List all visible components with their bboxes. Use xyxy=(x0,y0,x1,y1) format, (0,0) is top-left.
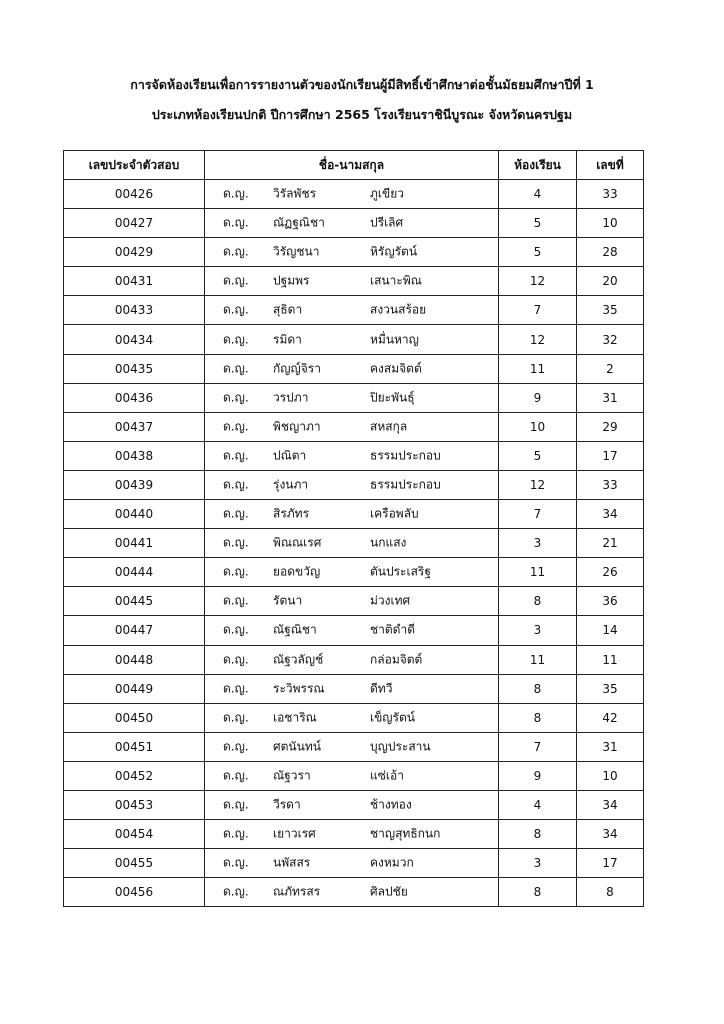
full-name-cell xyxy=(205,296,499,325)
exam-id-cell: 00451 xyxy=(64,732,205,761)
last-name: ภูเขียว xyxy=(370,186,404,201)
classroom-cell: 9 xyxy=(499,761,577,790)
classroom-cell: 4 xyxy=(499,790,577,819)
first-name: ยอดขวัญ xyxy=(273,564,321,579)
seat-number-cell: 20 xyxy=(577,267,644,296)
seat-number-cell: 11 xyxy=(577,645,644,674)
table-row xyxy=(64,529,644,558)
table-row xyxy=(64,761,644,790)
name-prefix: ด.ญ. xyxy=(223,826,249,841)
first-name: วีรดา xyxy=(273,797,301,812)
classroom-cell: 8 xyxy=(499,820,577,849)
first-name: ระวิพรรณ xyxy=(273,681,325,696)
first-name: นพัสสร xyxy=(273,855,311,870)
classroom-cell: 12 xyxy=(499,470,577,499)
table-row xyxy=(64,209,644,238)
classroom-cell: 3 xyxy=(499,529,577,558)
last-name: กล่อมจิตต์ xyxy=(370,652,423,667)
full-name-cell xyxy=(205,441,499,470)
seat-number-cell: 35 xyxy=(577,674,644,703)
classroom-cell: 7 xyxy=(499,732,577,761)
classroom-cell: 7 xyxy=(499,500,577,529)
first-name: รุ่งนภา xyxy=(273,477,309,492)
first-name: ปณิตา xyxy=(273,448,307,463)
classroom-cell: 3 xyxy=(499,849,577,878)
last-name: เครือพลับ xyxy=(370,506,419,521)
full-name-cell xyxy=(205,849,499,878)
table-header-row xyxy=(64,151,644,180)
full-name-cell xyxy=(205,470,499,499)
last-name: ดีทวี xyxy=(370,681,393,696)
full-name-cell xyxy=(205,180,499,209)
full-name-cell xyxy=(205,325,499,354)
first-name: รมิดา xyxy=(273,332,302,347)
classroom-cell: 12 xyxy=(499,325,577,354)
first-name: กัญญ์จิรา xyxy=(273,361,321,376)
classroom-cell: 5 xyxy=(499,238,577,267)
full-name-cell xyxy=(205,558,499,587)
full-name-cell xyxy=(205,674,499,703)
full-name-cell xyxy=(205,587,499,616)
name-prefix: ด.ญ. xyxy=(223,477,249,492)
name-prefix: ด.ญ. xyxy=(223,622,249,637)
name-prefix: ด.ญ. xyxy=(223,710,249,725)
table-row xyxy=(64,180,644,209)
name-prefix: ด.ญ. xyxy=(223,593,249,608)
table-row xyxy=(64,354,644,383)
name-prefix: ด.ญ. xyxy=(223,332,249,347)
first-name: รัตนา xyxy=(273,593,303,608)
header-classroom: ห้องเรียน xyxy=(499,151,577,180)
full-name-cell xyxy=(205,732,499,761)
exam-id-cell: 00434 xyxy=(64,325,205,354)
seat-number-cell: 21 xyxy=(577,529,644,558)
full-name-cell xyxy=(205,354,499,383)
full-name-cell xyxy=(205,209,499,238)
last-name: ชาติดำดี xyxy=(370,622,415,637)
exam-id-cell: 00439 xyxy=(64,470,205,499)
classroom-cell: 11 xyxy=(499,354,577,383)
seat-number-cell: 42 xyxy=(577,703,644,732)
classroom-cell: 8 xyxy=(499,703,577,732)
name-prefix: ด.ญ. xyxy=(223,768,249,783)
first-name: ณัฐณิชา xyxy=(273,622,317,637)
title-line-1: การจัดห้องเรียนเพื่อการรายงานตัวของนักเรียนผู้มีสิทธิ์เข้าศึกษาต่อชั้นมัธยมศึกษาปีที่ 1 xyxy=(130,77,594,92)
last-name: ธรรมประกอบ xyxy=(370,477,441,492)
last-name: เสนาะพิณ xyxy=(370,273,422,288)
last-name: คงหมวก xyxy=(370,855,414,870)
name-prefix: ด.ญ. xyxy=(223,361,249,376)
name-prefix: ด.ญ. xyxy=(223,739,249,754)
table-row xyxy=(64,820,644,849)
name-prefix: ด.ญ. xyxy=(223,855,249,870)
name-prefix: ด.ญ. xyxy=(223,564,249,579)
name-prefix: ด.ญ. xyxy=(223,186,249,201)
name-prefix: ด.ญ. xyxy=(223,273,249,288)
first-name: ณัฏฐณิชา xyxy=(273,215,325,230)
seat-number-cell: 26 xyxy=(577,558,644,587)
first-name: พิณณเรศ xyxy=(273,535,322,550)
table-body xyxy=(64,180,644,907)
exam-id-cell: 00453 xyxy=(64,790,205,819)
exam-id-cell: 00455 xyxy=(64,849,205,878)
last-name: คงสมจิตต์ xyxy=(370,361,422,376)
name-prefix: ด.ญ. xyxy=(223,302,249,317)
table-row xyxy=(64,412,644,441)
first-name: พิชญาภา xyxy=(273,419,321,434)
last-name: นกแสง xyxy=(370,535,407,550)
header-full-name: ชื่อ-นามสกุล xyxy=(205,151,499,180)
seat-number-cell: 10 xyxy=(577,761,644,790)
seat-number-cell: 31 xyxy=(577,732,644,761)
first-name: ณภัทรสร xyxy=(273,884,321,899)
name-prefix: ด.ญ. xyxy=(223,535,249,550)
table-row xyxy=(64,645,644,674)
exam-id-cell: 00429 xyxy=(64,238,205,267)
full-name-cell xyxy=(205,703,499,732)
name-prefix: ด.ญ. xyxy=(223,244,249,259)
table-row xyxy=(64,267,644,296)
last-name: ตันประเสริฐ xyxy=(370,564,431,579)
table-row xyxy=(64,296,644,325)
name-prefix: ด.ญ. xyxy=(223,652,249,667)
full-name-cell xyxy=(205,500,499,529)
name-prefix: ด.ญ. xyxy=(223,419,249,434)
seat-number-cell: 32 xyxy=(577,325,644,354)
exam-id-cell: 00456 xyxy=(64,878,205,907)
exam-id-cell: 00431 xyxy=(64,267,205,296)
first-name: สุธิดา xyxy=(273,302,303,317)
first-name: วิรัลพัชร xyxy=(273,186,317,201)
exam-id-cell: 00445 xyxy=(64,587,205,616)
name-prefix: ด.ญ. xyxy=(223,797,249,812)
classroom-cell: 11 xyxy=(499,645,577,674)
table-row xyxy=(64,325,644,354)
last-name: บุญประสาน xyxy=(370,739,431,754)
last-name: ปรีเลิศ xyxy=(370,215,404,230)
last-name: ม่วงเทศ xyxy=(370,593,411,608)
last-name: ศิลปชัย xyxy=(370,884,408,899)
exam-id-cell: 00444 xyxy=(64,558,205,587)
table-row xyxy=(64,732,644,761)
full-name-cell xyxy=(205,238,499,267)
table-row xyxy=(64,470,644,499)
student-roster-table xyxy=(63,150,644,907)
last-name: ชาญสุทธิกนก xyxy=(370,826,441,841)
classroom-cell: 7 xyxy=(499,296,577,325)
name-prefix: ด.ญ. xyxy=(223,884,249,899)
exam-id-cell: 00449 xyxy=(64,674,205,703)
exam-id-cell: 00448 xyxy=(64,645,205,674)
seat-number-cell: 17 xyxy=(577,441,644,470)
last-name: สหสกุล xyxy=(370,419,408,434)
full-name-cell xyxy=(205,616,499,645)
seat-number-cell: 33 xyxy=(577,470,644,499)
first-name: ศตนันทน์ xyxy=(273,739,321,754)
full-name-cell xyxy=(205,878,499,907)
document-title xyxy=(0,70,724,130)
first-name: สิรภัทร xyxy=(273,506,310,521)
seat-number-cell: 8 xyxy=(577,878,644,907)
seat-number-cell: 29 xyxy=(577,412,644,441)
seat-number-cell: 33 xyxy=(577,180,644,209)
classroom-cell: 3 xyxy=(499,616,577,645)
full-name-cell xyxy=(205,761,499,790)
name-prefix: ด.ญ. xyxy=(223,681,249,696)
seat-number-cell: 34 xyxy=(577,790,644,819)
seat-number-cell: 34 xyxy=(577,820,644,849)
name-prefix: ด.ญ. xyxy=(223,448,249,463)
name-prefix: ด.ญ. xyxy=(223,506,249,521)
full-name-cell xyxy=(205,412,499,441)
seat-number-cell: 17 xyxy=(577,849,644,878)
last-name: ธรรมประกอบ xyxy=(370,448,441,463)
classroom-cell: 12 xyxy=(499,267,577,296)
full-name-cell xyxy=(205,529,499,558)
first-name: เอชาริณ xyxy=(273,710,317,725)
exam-id-cell: 00438 xyxy=(64,441,205,470)
seat-number-cell: 31 xyxy=(577,383,644,412)
classroom-cell: 8 xyxy=(499,878,577,907)
classroom-cell: 5 xyxy=(499,209,577,238)
exam-id-cell: 00435 xyxy=(64,354,205,383)
classroom-cell: 8 xyxy=(499,587,577,616)
exam-id-cell: 00436 xyxy=(64,383,205,412)
full-name-cell xyxy=(205,267,499,296)
table-row xyxy=(64,238,644,267)
full-name-cell xyxy=(205,820,499,849)
table-row xyxy=(64,674,644,703)
exam-id-cell: 00437 xyxy=(64,412,205,441)
last-name: แซ่เอ้า xyxy=(370,768,404,783)
table-row xyxy=(64,790,644,819)
exam-id-cell: 00450 xyxy=(64,703,205,732)
table-row xyxy=(64,849,644,878)
table-row xyxy=(64,587,644,616)
table-row xyxy=(64,878,644,907)
full-name-cell xyxy=(205,645,499,674)
last-name: สงวนสร้อย xyxy=(370,302,427,317)
name-prefix: ด.ญ. xyxy=(223,390,249,405)
seat-number-cell: 36 xyxy=(577,587,644,616)
first-name: ณัฐวรา xyxy=(273,768,311,783)
full-name-cell xyxy=(205,790,499,819)
exam-id-cell: 00433 xyxy=(64,296,205,325)
name-prefix: ด.ญ. xyxy=(223,215,249,230)
exam-id-cell: 00447 xyxy=(64,616,205,645)
classroom-cell: 4 xyxy=(499,180,577,209)
seat-number-cell: 2 xyxy=(577,354,644,383)
seat-number-cell: 35 xyxy=(577,296,644,325)
exam-id-cell: 00441 xyxy=(64,529,205,558)
seat-number-cell: 28 xyxy=(577,238,644,267)
table-row xyxy=(64,703,644,732)
table-row xyxy=(64,558,644,587)
last-name: ปิยะพันธุ์ xyxy=(370,390,415,405)
full-name-cell xyxy=(205,383,499,412)
first-name: วิรัญชนา xyxy=(273,244,320,259)
header-exam-id: เลขประจำตัวสอบ xyxy=(64,151,205,180)
last-name: หมื่นหาญ xyxy=(370,332,419,347)
classroom-cell: 10 xyxy=(499,412,577,441)
seat-number-cell: 34 xyxy=(577,500,644,529)
table-row xyxy=(64,383,644,412)
classroom-cell: 8 xyxy=(499,674,577,703)
last-name: หิรัญรัตน์ xyxy=(370,244,418,259)
exam-id-cell: 00452 xyxy=(64,761,205,790)
first-name: เยาวเรศ xyxy=(273,826,316,841)
seat-number-cell: 14 xyxy=(577,616,644,645)
first-name: ณัฐวลัญช์ xyxy=(273,652,324,667)
title-line-2: ประเภทห้องเรียนปกติ ปีการศึกษา 2565 โรงเรียนราชินีบูรณะ จังหวัดนครปฐม xyxy=(151,107,573,122)
seat-number-cell: 10 xyxy=(577,209,644,238)
table-row xyxy=(64,500,644,529)
table-row xyxy=(64,441,644,470)
classroom-cell: 11 xyxy=(499,558,577,587)
exam-id-cell: 00426 xyxy=(64,180,205,209)
first-name: ปฐมพร xyxy=(273,273,310,288)
classroom-cell: 9 xyxy=(499,383,577,412)
table-row xyxy=(64,616,644,645)
last-name: ช้างทอง xyxy=(370,797,412,812)
first-name: วรปภา xyxy=(273,390,309,405)
classroom-cell: 5 xyxy=(499,441,577,470)
exam-id-cell: 00440 xyxy=(64,500,205,529)
exam-id-cell: 00427 xyxy=(64,209,205,238)
header-seat-number: เลขที่ xyxy=(577,151,644,180)
exam-id-cell: 00454 xyxy=(64,820,205,849)
last-name: เข็ญรัตน์ xyxy=(370,710,415,725)
